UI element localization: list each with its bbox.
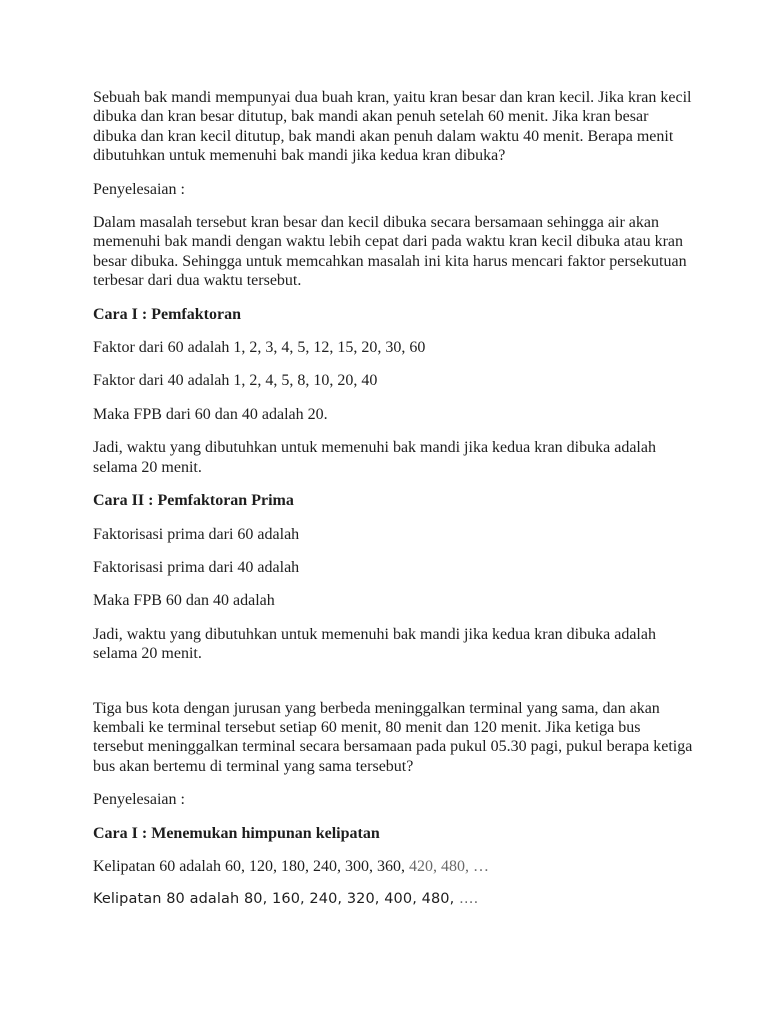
problem1-method1-line1: Faktor dari 60 adalah 1, 2, 3, 4, 5, 12, 15, 20, 30, 60 [93, 339, 426, 357]
problem1-method1-heading: Cara I : Pemfaktoran [93, 305, 241, 323]
problem1-explanation: Dalam masalah tersebut kran besar dan kecil dibuka secara bersamaan sehingga air akan memenuhi bak mandi dengan waktu lebih cepat dari pada waktu kran kecil dibuka atau kran besar dibuka. Sehingga untuk memcahkan masalah ini kita harus mencari faktor persekutuan terbesar dari dua waktu tersebut. [93, 214, 687, 290]
problem1-method2-line1: Faktorisasi prima dari 60 adalah [93, 525, 300, 543]
problem2-method1-line2 [93, 890, 693, 909]
problem1-solution-label: Penyelesaian : [93, 180, 185, 198]
problem1-method2-line3: Maka FPB 60 dan 40 adalah [93, 592, 275, 610]
problem1-method1-line3: Maka FPB dari 60 dan 40 adalah 20. [93, 405, 328, 423]
document-page [93, 88, 693, 924]
multiples-80-main: Kelipatan 80 adalah 80, 160, 240, 320, 400, 480, [93, 891, 460, 908]
multiples-80-tail: …. [459, 891, 479, 908]
problem1-method1-line2: Faktor dari 40 adalah 1, 2, 4, 5, 8, 10, 20, 40 [93, 372, 378, 390]
problem1-method2-line2: Faktorisasi prima dari 40 adalah [93, 558, 300, 576]
problem1-method1-conclusion: Jadi, waktu yang dibutuhkan untuk memenuhi bak mandi jika kedua kran dibuka adalah selama 20 menit. [93, 439, 656, 476]
problem1-method2-heading: Cara II : Pemfaktoran Prima [93, 492, 294, 510]
multiples-60-tail: 420, 480, … [408, 857, 489, 875]
problem2-method1-line1 [93, 857, 693, 876]
problem1-question: Sebuah bak mandi mempunyai dua buah kran, yaitu kran besar dan kran kecil. Jika kran kecil dibuka dan kran besar ditutup, bak mandi akan penuh setelah 60 menit. Jika kran besar dibuka dan kran kecil ditutup, bak mandi akan penuh dalam waktu 40 menit. Berapa menit dibutuhkan untuk memenuhi bak mandi jika kedua kran dibuka? [93, 89, 692, 165]
multiples-60-main: Kelipatan 60 adalah 60, 120, 180, 240, 300, 360, [93, 857, 409, 875]
problem2-method1-heading: Cara I : Menemukan himpunan kelipatan [93, 824, 380, 842]
problem2-solution-label: Penyelesaian : [93, 791, 185, 809]
section-spacer [93, 664, 693, 699]
problem2-question: Tiga bus kota dengan jurusan yang berbeda meninggalkan terminal yang sama, dan akan kembali ke terminal tersebut setiap 60 menit, 80 menit dan 120 menit. Jika ketiga bus tersebut meninggalkan terminal secara bersamaan pada pukul 05.30 pagi, pukul berapa ketiga bus akan bertemu di terminal yang sama tersebut? [93, 699, 693, 775]
problem1-method2-conclusion: Jadi, waktu yang dibutuhkan untuk memenuhi bak mandi jika kedua kran dibuka adalah selama 20 menit. [93, 625, 656, 663]
